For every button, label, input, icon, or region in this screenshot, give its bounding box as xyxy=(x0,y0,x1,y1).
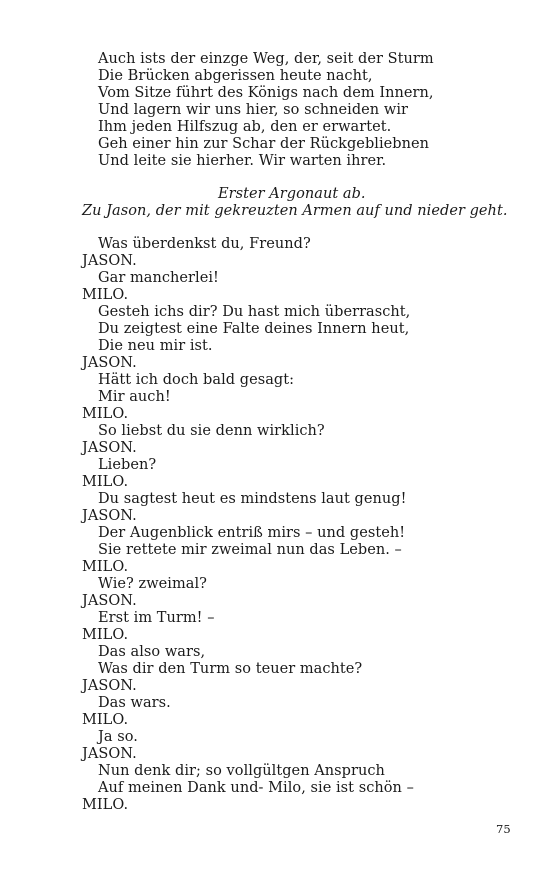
verse-line: Die Brücken abgerissen heute nacht, xyxy=(98,68,373,84)
verse-line: Ja so. xyxy=(98,729,138,745)
speaker-name: JASON. xyxy=(82,746,137,762)
verse-line: Lieben? xyxy=(98,457,157,473)
verse-line: Das wars. xyxy=(98,695,171,711)
verse-line: Gesteh ichs dir? Du hast mich überrascht, xyxy=(98,304,411,320)
speaker-name: MILO. xyxy=(82,406,129,422)
verse-line: Das also wars, xyxy=(98,644,206,660)
verse-line: Du zeigtest eine Falte deines Innern heut, xyxy=(98,321,410,337)
verse-line: Wie? zweimal? xyxy=(98,576,207,592)
speaker-name: MILO. xyxy=(82,474,129,490)
speaker-name: MILO. xyxy=(82,559,129,575)
speaker-name: JASON. xyxy=(82,678,137,694)
verse-line: Mir auch! xyxy=(98,389,171,405)
verse-line: Du sagtest heut es mindstens laut genug! xyxy=(98,491,407,507)
verse-line: So liebst du sie denn wirklich? xyxy=(98,423,325,439)
speaker-name: JASON. xyxy=(82,355,137,371)
speaker-name: MILO. xyxy=(82,797,129,813)
verse-line: Ihm jeden Hilfszug ab, den er erwartet. xyxy=(98,119,392,135)
speaker-name: JASON. xyxy=(82,508,137,524)
verse-line: Auf meinen Dank und- Milo, sie ist schön – xyxy=(98,780,414,796)
verse-line: Der Augenblick entriß mirs – und gesteh! xyxy=(98,525,406,541)
verse-line: Die neu mir ist. xyxy=(98,338,213,354)
verse-line: Hätt ich doch bald gesagt: xyxy=(98,372,295,388)
verse-line: Gar mancherlei! xyxy=(98,270,219,286)
speaker-name: JASON. xyxy=(82,253,137,269)
stage-direction: Erster Argonaut ab. xyxy=(218,186,366,202)
verse-line: Erst im Turm! – xyxy=(98,610,215,626)
verse-line: Was überdenkst du, Freund? xyxy=(98,236,311,252)
verse-line: Nun denk dir; so vollgültgen Anspruch xyxy=(98,763,385,779)
verse-line: Vom Sitze führt des Königs nach dem Innern, xyxy=(98,85,434,101)
verse-line: Geh einer hin zur Schar der Rückgebliebnen xyxy=(98,136,430,152)
stage-direction: Zu Jason, der mit gekreuzten Armen auf und nieder geht. xyxy=(82,203,508,219)
verse-line: Und leite sie hierher. Wir warten ihrer. xyxy=(98,153,387,169)
speaker-name: JASON. xyxy=(82,593,137,609)
speaker-name: MILO. xyxy=(82,712,129,728)
verse-line: Sie rettete mir zweimal nun das Leben. – xyxy=(98,542,402,558)
speaker-name: JASON. xyxy=(82,440,137,456)
verse-line: Und lagern wir uns hier, so schneiden wir xyxy=(98,102,408,118)
speaker-name: MILO. xyxy=(82,287,129,303)
speaker-name: MILO. xyxy=(82,627,129,643)
page-number: 75 xyxy=(496,822,511,836)
verse-line: Auch ists der einzge Weg, der, seit der Sturm xyxy=(98,51,434,67)
verse-line: Was dir den Turm so teuer machte? xyxy=(98,661,363,677)
